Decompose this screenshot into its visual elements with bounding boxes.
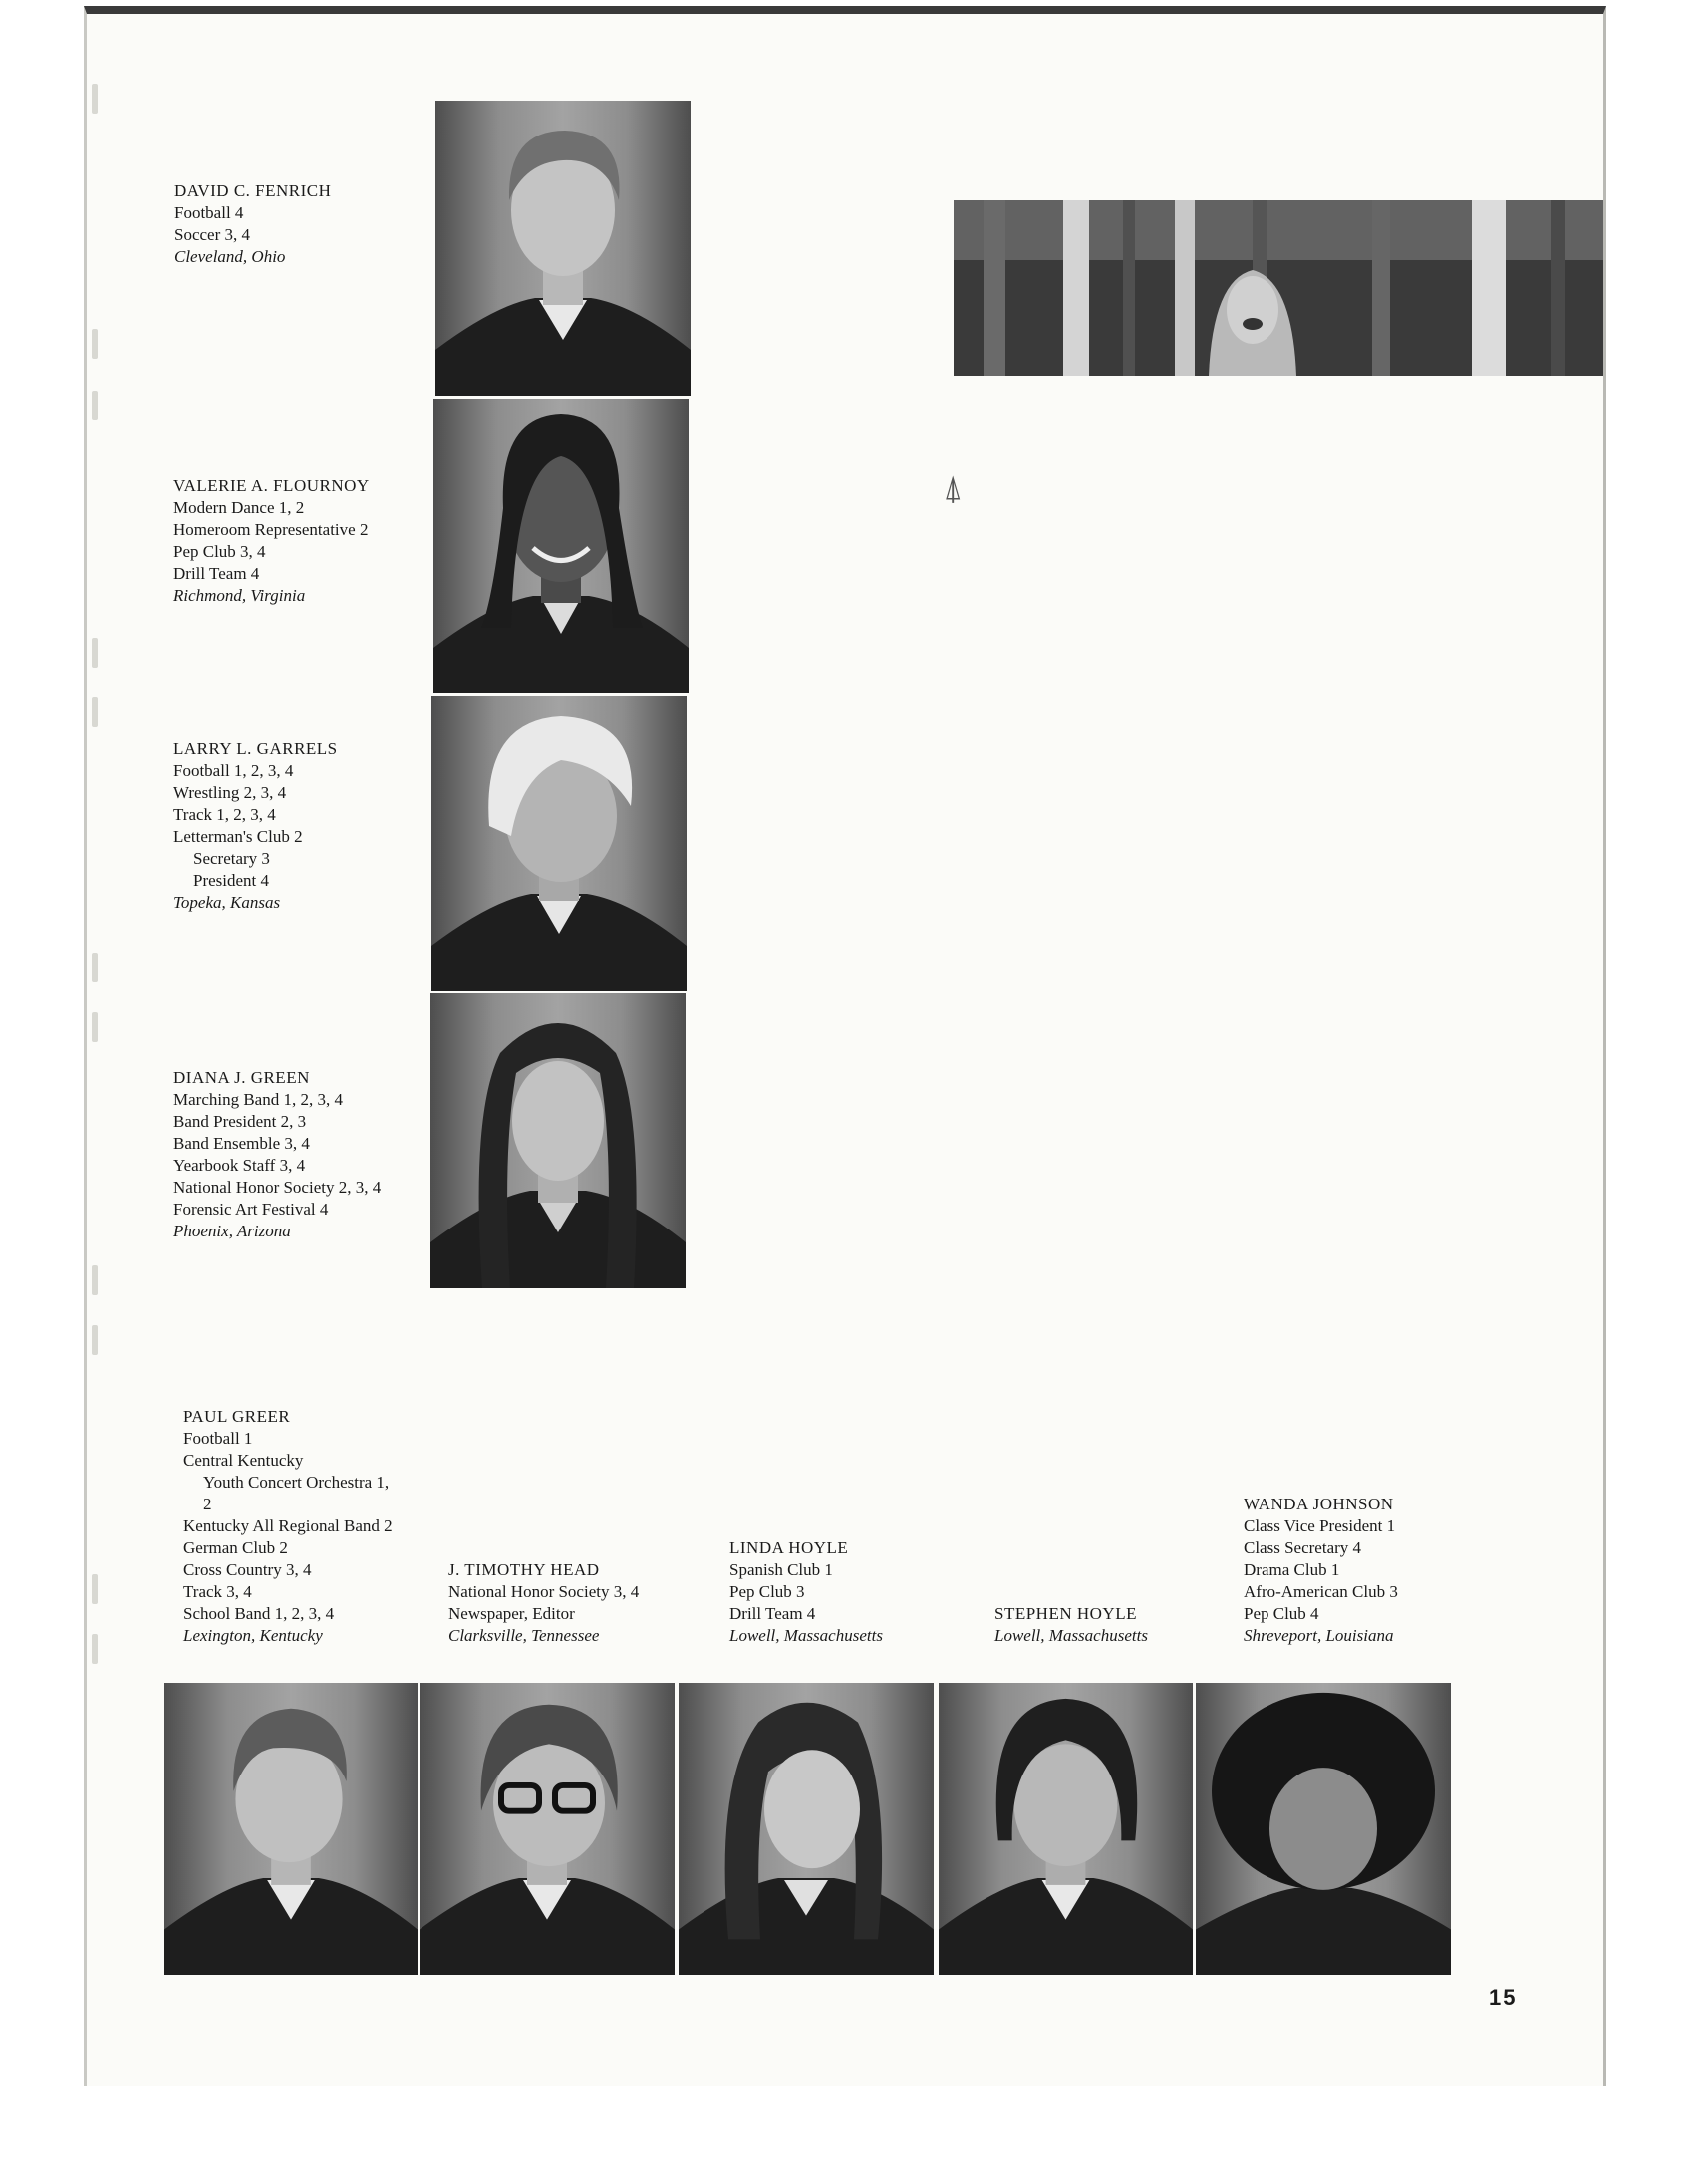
activity: German Club 2 [183, 1538, 288, 1557]
senior-portrait [164, 1683, 418, 1975]
hometown: Lowell, Massachusetts [729, 1626, 883, 1645]
binding-mark [92, 638, 98, 668]
activity: 2 [203, 1495, 212, 1513]
senior-entry [174, 180, 331, 268]
activity: Band President 2, 3 [173, 1112, 307, 1131]
senior-name: VALERIE A. FLOURNOY [173, 476, 370, 495]
activity: Track 3, 4 [183, 1582, 252, 1601]
activity: Newspaper, Editor [448, 1604, 575, 1623]
activity: President 4 [193, 871, 270, 890]
activity: Yearbook Staff 3, 4 [173, 1156, 306, 1175]
hometown: Richmond, Virginia [173, 586, 306, 605]
senior-entry [448, 1559, 639, 1647]
binding-mark [92, 84, 98, 114]
activity: Pep Club 3 [729, 1582, 805, 1601]
senior-portrait [433, 399, 689, 693]
activity: Football 4 [174, 203, 244, 222]
activity: Drill Team 4 [173, 564, 260, 583]
activity: National Honor Society 3, 4 [448, 1582, 640, 1601]
activity: Class Secretary 4 [1244, 1538, 1362, 1557]
senior-portrait [1196, 1683, 1451, 1975]
senior-entry [173, 1067, 381, 1242]
senior-name: DIANA J. GREEN [173, 1068, 310, 1087]
activity: Modern Dance 1, 2 [173, 498, 305, 517]
printer-mark-icon: ⍋ [943, 470, 964, 507]
hometown: Topeka, Kansas [173, 893, 281, 912]
activity: National Honor Society 2, 3, 4 [173, 1178, 382, 1197]
candid-forest-photo [954, 200, 1603, 376]
activity: Band Ensemble 3, 4 [173, 1134, 310, 1153]
senior-entry [729, 1537, 883, 1647]
activity: Pep Club 3, 4 [173, 542, 266, 561]
activity: Class Vice President 1 [1244, 1516, 1396, 1535]
activity: Track 1, 2, 3, 4 [173, 805, 276, 824]
senior-portrait [430, 993, 686, 1288]
senior-name: J. TIMOTHY HEAD [448, 1560, 600, 1579]
activity: Youth Concert Orchestra 1, [203, 1473, 390, 1492]
activity: Pep Club 4 [1244, 1604, 1319, 1623]
senior-name: LINDA HOYLE [729, 1538, 849, 1557]
senior-entry [183, 1406, 393, 1647]
activity: Homeroom Representative 2 [173, 520, 369, 539]
activity: Central Kentucky [183, 1451, 304, 1470]
binding-mark [92, 391, 98, 420]
hometown: Clarksville, Tennessee [448, 1626, 600, 1645]
binding-mark [92, 953, 98, 982]
activity: Soccer 3, 4 [174, 225, 251, 244]
senior-name: DAVID C. FENRICH [174, 181, 332, 200]
hometown: Shreveport, Louisiana [1244, 1626, 1394, 1645]
senior-name: PAUL GREER [183, 1407, 291, 1426]
senior-portrait [679, 1683, 934, 1975]
activity: School Band 1, 2, 3, 4 [183, 1604, 335, 1623]
senior-portrait [435, 101, 691, 396]
page-number: 15 [1489, 1985, 1518, 2010]
activity: Cross Country 3, 4 [183, 1560, 312, 1579]
activity: Wrestling 2, 3, 4 [173, 783, 287, 802]
binding-mark [92, 1574, 98, 1604]
binding-mark [92, 1265, 98, 1295]
senior-name: WANDA JOHNSON [1244, 1495, 1394, 1513]
binding-mark [92, 1012, 98, 1042]
activity: Marching Band 1, 2, 3, 4 [173, 1090, 343, 1109]
activity: Spanish Club 1 [729, 1560, 833, 1579]
senior-entry [994, 1603, 1148, 1647]
activity: Secretary 3 [193, 849, 270, 868]
senior-entry [1244, 1494, 1398, 1647]
senior-portrait [939, 1683, 1193, 1975]
activity: Football 1, 2, 3, 4 [173, 761, 294, 780]
activity: Letterman's Club 2 [173, 827, 303, 846]
binding-mark [92, 1325, 98, 1355]
senior-portrait [420, 1683, 675, 1975]
senior-portrait [431, 696, 687, 991]
senior-entry [173, 738, 338, 914]
hometown: Lowell, Massachusetts [994, 1626, 1148, 1645]
binding-mark [92, 697, 98, 727]
binding-mark [92, 329, 98, 359]
binding-mark [92, 1634, 98, 1664]
hometown: Cleveland, Ohio [174, 247, 286, 266]
hometown: Lexington, Kentucky [183, 1626, 323, 1645]
activity: Drama Club 1 [1244, 1560, 1340, 1579]
activity: Afro-American Club 3 [1244, 1582, 1398, 1601]
senior-name: STEPHEN HOYLE [994, 1604, 1137, 1623]
activity: Football 1 [183, 1429, 253, 1448]
senior-name: LARRY L. GARRELS [173, 739, 338, 758]
activity: Drill Team 4 [729, 1604, 816, 1623]
activity: Forensic Art Festival 4 [173, 1200, 329, 1219]
activity: Kentucky All Regional Band 2 [183, 1516, 393, 1535]
senior-entry [173, 475, 370, 607]
hometown: Phoenix, Arizona [173, 1222, 291, 1240]
